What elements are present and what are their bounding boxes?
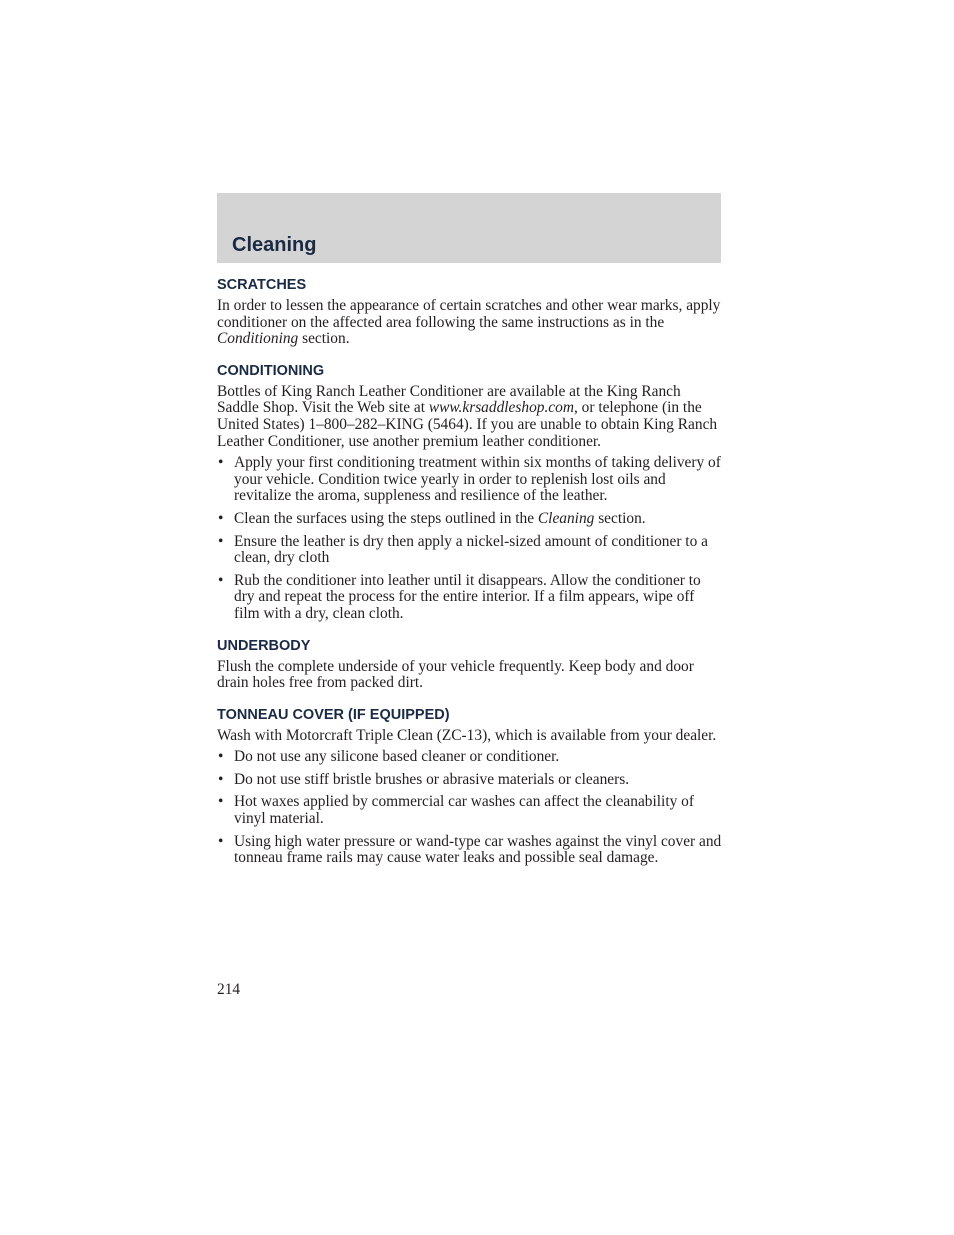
section-tonneau-cover — [217, 706, 723, 867]
text-run: section. — [298, 330, 350, 348]
website-url: www.krsaddleshop.com — [428, 399, 574, 417]
list-item — [217, 772, 723, 789]
bullet-icon: • — [218, 770, 224, 788]
section-conditioning — [217, 362, 723, 623]
list-item — [217, 573, 723, 623]
bullet-icon: • — [218, 793, 224, 811]
bullet-text: Rub the conditioner into leather until it disappears. Allow the conditioner to dry and repeat the process for the entire interior. If a film appears, wipe off film with a dry, clean cloth. — [234, 571, 701, 622]
bullet-text: Apply your first conditioning treatment within six months of taking delivery of your vehicle. Condition twice yearly in order to replenish lost oils and revitalize the aroma, suppleness and resilience of the leather. — [234, 454, 721, 505]
bullet-text: Ensure the leather is dry then apply a nickel-sized amount of conditioner to a clean, dry cloth — [234, 532, 708, 567]
bullet-icon: • — [218, 748, 224, 766]
emphasis-conditioning: Conditioning — [217, 330, 299, 348]
text-run: Bottles of King Ranch Leather Conditioner are available at the King Ranch Saddle Shop. Visit the Web site at — [217, 382, 681, 417]
conditioning-paragraph — [217, 384, 723, 450]
conditioning-bullet-list — [217, 455, 723, 622]
list-item — [217, 834, 723, 867]
list-item — [217, 455, 723, 505]
section-heading-scratches: SCRATCHES — [217, 277, 307, 293]
list-item — [217, 794, 723, 827]
scratches-paragraph — [217, 298, 723, 348]
section-heading-conditioning: CONDITIONING — [217, 362, 325, 379]
bullet-text: Clean the surfaces using the steps outlined in the — [234, 509, 538, 527]
bullet-icon: • — [218, 454, 224, 472]
text-run: In order to lessen the appearance of certain scratches and other wear marks, apply conditioner on the affected area following the same instructions as in the — [217, 297, 721, 331]
bullet-icon: • — [218, 532, 224, 550]
section-scratches — [217, 276, 723, 348]
emphasis-cleaning: Cleaning — [537, 509, 595, 527]
bullet-icon: • — [218, 571, 224, 589]
bullet-text: Do not use stiff bristle brushes or abrasive materials or cleaners. — [234, 770, 630, 788]
section-header-band — [217, 193, 721, 263]
page-content — [217, 276, 723, 873]
bullet-icon: • — [218, 509, 224, 527]
bullet-text: Do not use any silicone based cleaner or conditioner. — [234, 748, 560, 766]
underbody-paragraph: Flush the complete underside of your vehicle frequently. Keep body and door drain holes free from packed dirt. — [217, 657, 694, 692]
tonneau-paragraph: Wash with Motorcraft Triple Clean (ZC-13), which is available from your dealer. — [217, 726, 717, 744]
bullet-icon: • — [218, 832, 224, 850]
list-item — [217, 511, 723, 528]
text-run: , or telephone (in the United States) 1–800–282–KING (5464). If you are unable to obtain King Ranch Leather Conditioner, use another premium leather conditioner. — [217, 399, 718, 450]
section-heading-underbody: UNDERBODY — [217, 637, 311, 654]
bullet-text: Hot waxes applied by commercial car washes can affect the cleanability of vinyl material. — [234, 793, 694, 828]
chapter-title: Cleaning — [232, 234, 317, 256]
section-heading-tonneau-cover: TONNEAU COVER (IF EQUIPPED) — [217, 706, 450, 723]
section-underbody — [217, 637, 723, 692]
list-item — [217, 534, 723, 567]
bullet-text: Using high water pressure or wand-type car washes against the vinyl cover and tonneau frame rails may cause water leaks and possible seal damage. — [234, 832, 722, 867]
bullet-text: section. — [594, 509, 646, 527]
list-item — [217, 749, 723, 766]
tonneau-bullet-list — [217, 749, 723, 867]
page-number: 214 — [217, 981, 241, 998]
